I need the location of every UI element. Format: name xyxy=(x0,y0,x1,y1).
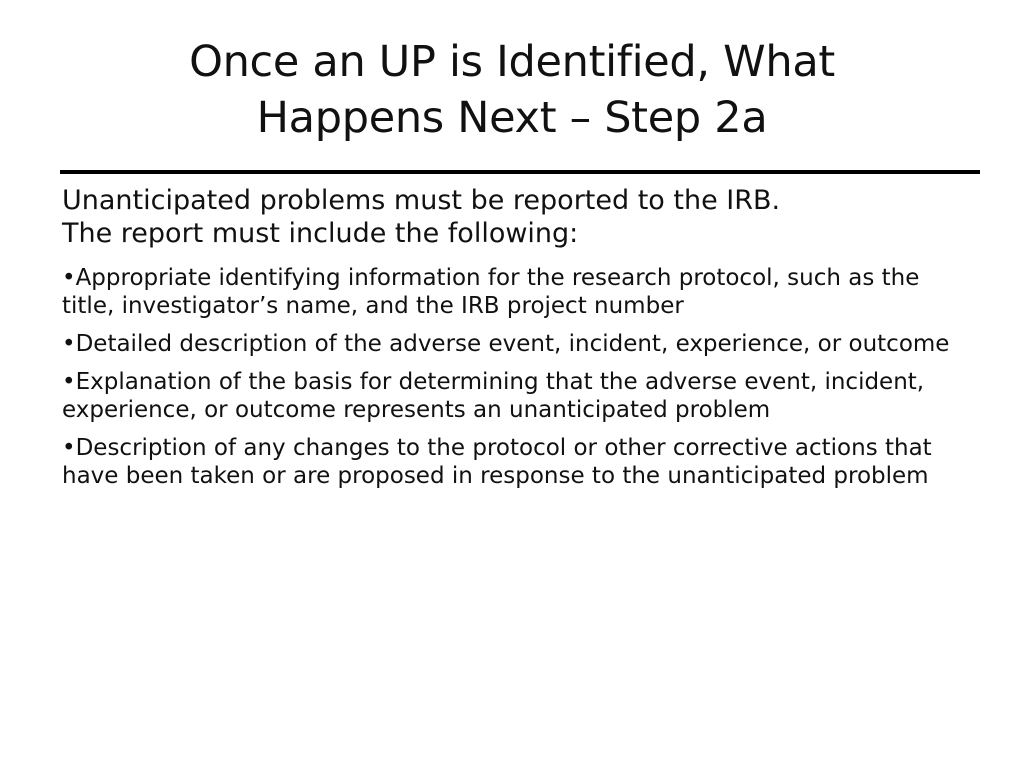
bullet-item xyxy=(62,264,962,320)
slide-title xyxy=(60,34,964,146)
bullet-text: Detailed description of the adverse event, incident, experience, or outcome xyxy=(75,331,950,357)
intro-line-2: The report must include the following: xyxy=(62,218,579,249)
intro-line-1: Unanticipated problems must be reported to the IRB. xyxy=(62,185,781,216)
intro-text xyxy=(62,184,962,250)
title-divider xyxy=(60,170,980,174)
bullet-point-icon: • xyxy=(62,265,76,291)
title-line-2: Happens Next – Step 2a xyxy=(256,93,768,143)
title-line-1: Once an UP is Identified, What xyxy=(189,37,835,87)
slide-body xyxy=(62,184,962,500)
bullet-point-icon: • xyxy=(62,369,76,395)
bullet-text: Explanation of the basis for determining that the adverse event, incident, experience, or outcome represents an unanticipated problem xyxy=(62,369,925,423)
bullet-point-icon: • xyxy=(62,331,76,357)
bullet-item xyxy=(62,368,962,424)
bullet-text: Appropriate identifying information for the research protocol, such as the title, investigator’s name, and the IRB project number xyxy=(62,265,920,319)
bullet-point-icon: • xyxy=(62,435,76,461)
bullet-text: Description of any changes to the protocol or other corrective actions that have been taken or are proposed in response to the unanticipated problem xyxy=(62,435,932,489)
bullet-item xyxy=(62,434,962,490)
bullet-item xyxy=(62,330,962,358)
